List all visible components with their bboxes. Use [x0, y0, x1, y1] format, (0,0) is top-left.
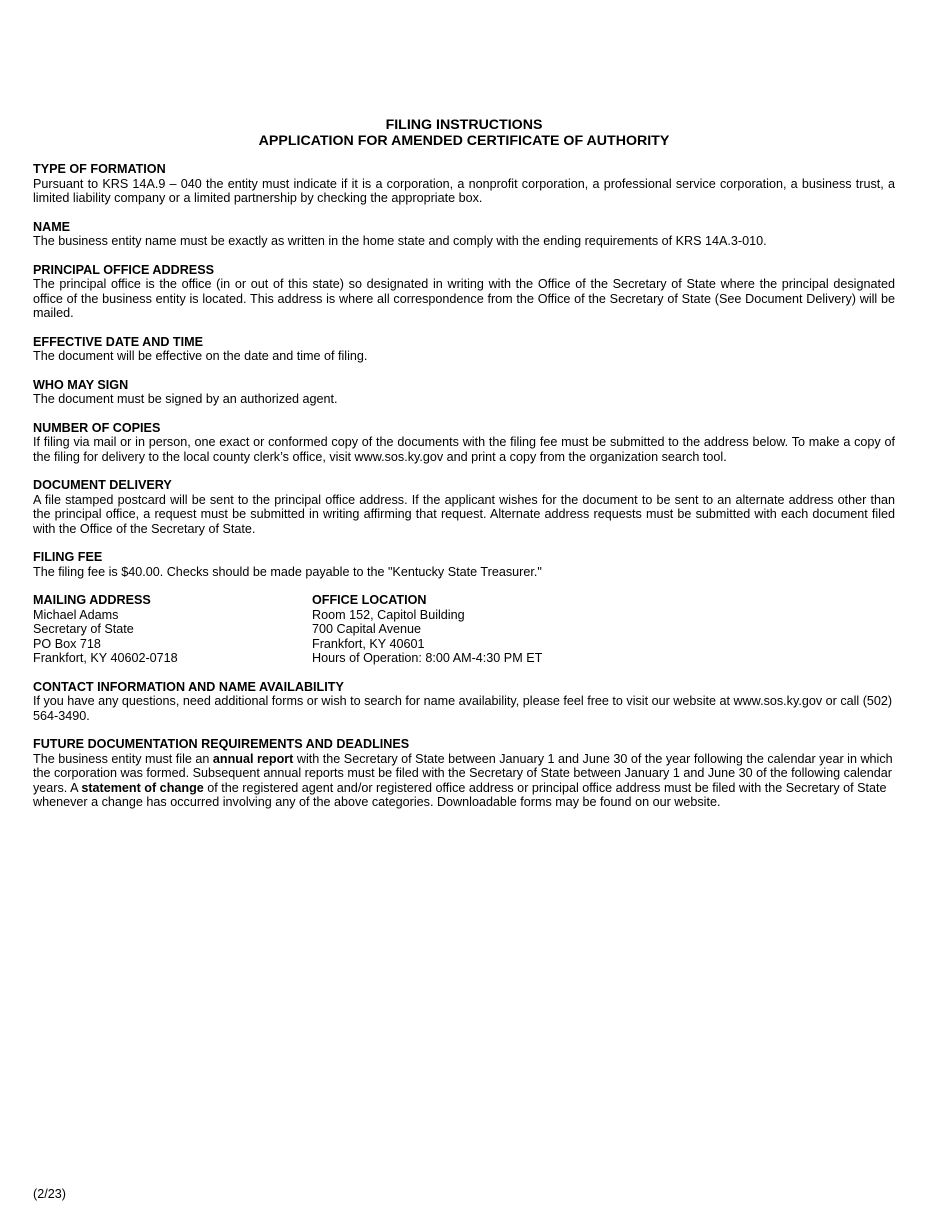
document-page	[33, 117, 895, 824]
office-location-heading: OFFICE LOCATION	[312, 593, 427, 607]
section-body: The principal office is the office (in or out of this state) so designated in writing with the Office of the Secretary of State where the principal designated office of the business entity is located. This address is where all correspondence from the Office of the Secretary of State (See Document Delivery) will be mailed.	[33, 277, 895, 320]
section-heading: PRINCIPAL OFFICE ADDRESS	[33, 262, 214, 277]
section-heading: TYPE OF FORMATION	[33, 162, 166, 176]
section-contact	[33, 680, 895, 724]
section-body: A file stamped postcard will be sent to the principal office address. If the applicant wishes for the document to be sent to an alternate address other than the principal office, a request must be submitted in writing affirming that request. Alternate address requests must be submitted with each document filed with the Office of the Secretary of State.	[33, 492, 895, 536]
title-line-2: APPLICATION FOR AMENDED CERTIFICATE OF AUTHORITY	[258, 133, 670, 149]
section-body: If filing via mail or in person, one exact or conformed copy of the documents with the filing fee must be submitted to the address below. To make a copy of the filing for delivery to the local county clerk’s office, visit www.sos.ky.gov and print a copy from the organization search tool.	[33, 435, 895, 464]
mailing-address	[33, 593, 312, 666]
mailing-address-line: Michael Adams	[33, 607, 119, 622]
section-number-of-copies	[33, 421, 895, 465]
revision-date: (2/23)	[33, 1187, 66, 1201]
section-heading: FILING FEE	[33, 550, 103, 564]
mailing-address-line: Secretary of State	[33, 622, 134, 636]
section-heading: EFFECTIVE DATE AND TIME	[33, 334, 204, 349]
section-heading: NUMBER OF COPIES	[33, 420, 161, 435]
mailing-address-heading: MAILING ADDRESS	[33, 593, 151, 607]
section-body: The filing fee is $40.00. Checks should be made payable to the "Kentucky State Treasurer."	[33, 564, 542, 579]
section-heading: DOCUMENT DELIVERY	[33, 478, 172, 492]
title-line-1: FILING INSTRUCTIONS	[385, 117, 543, 133]
section-body: The business entity name must be exactly as written in the home state and comply with the ending requirements of KRS 14A.3-010.	[33, 234, 767, 248]
section-principal-office	[33, 263, 895, 321]
address-block	[33, 593, 895, 666]
section-body: The document must be signed by an authorized agent.	[33, 392, 338, 406]
section-who-may-sign	[33, 378, 895, 407]
section-type-of-formation	[33, 162, 895, 206]
mailing-address-line: PO Box 718	[33, 636, 101, 651]
section-future-requirements	[33, 737, 895, 810]
section-heading: WHO MAY SIGN	[33, 377, 129, 392]
section-heading: NAME	[33, 219, 71, 234]
office-location-line: Room 152, Capitol Building	[312, 607, 465, 622]
body-text: with the Secretary of State between January 1 and June 30 of the year following the calendar year in which the corporation was formed. Subsequent annual reports must be filed with the Secretary of State between January 1 and June 30 of the following calendar years. A	[33, 751, 893, 795]
document-title	[33, 117, 895, 149]
office-location-line: Frankfort, KY 40601	[312, 636, 425, 651]
section-body: If you have any questions, need additional forms or wish to search for name availability, please feel free to visit our website at www.sos.ky.gov or call (502) 564-3490.	[33, 694, 893, 723]
section-effective-date	[33, 335, 895, 364]
annual-report-emphasis: annual report	[212, 751, 294, 766]
office-location-line: 700 Capital Avenue	[312, 622, 422, 636]
office-location	[312, 593, 591, 666]
section-heading: FUTURE DOCUMENTATION REQUIREMENTS AND DEADLINES	[33, 737, 410, 751]
body-text: of the registered agent and/or registered office address or principal office address must be filed with the Secretary of State whenever a change has occurred involving any of the above categories. Downloadable forms may be found on our website.	[33, 780, 887, 809]
section-body: The document will be effective on the date and time of filing.	[33, 349, 368, 363]
section-heading: CONTACT INFORMATION AND NAME AVAILABILITY	[33, 679, 344, 694]
office-location-line: Hours of Operation: 8:00 AM-4:30 PM ET	[312, 651, 543, 665]
section-body	[33, 752, 895, 810]
section-body: Pursuant to KRS 14A.9 – 040 the entity must indicate if it is a corporation, a nonprofit corporation, a professional service corporation, a business trust, a limited liability company or a limited partnership by checking the appropriate box.	[33, 176, 895, 205]
section-document-delivery	[33, 478, 895, 536]
section-name	[33, 220, 895, 249]
statement-of-change-emphasis: statement of change	[81, 780, 204, 795]
section-filing-fee	[33, 550, 895, 579]
body-text: The business entity must file an	[33, 751, 213, 766]
mailing-address-line: Frankfort, KY 40602-0718	[33, 651, 178, 665]
